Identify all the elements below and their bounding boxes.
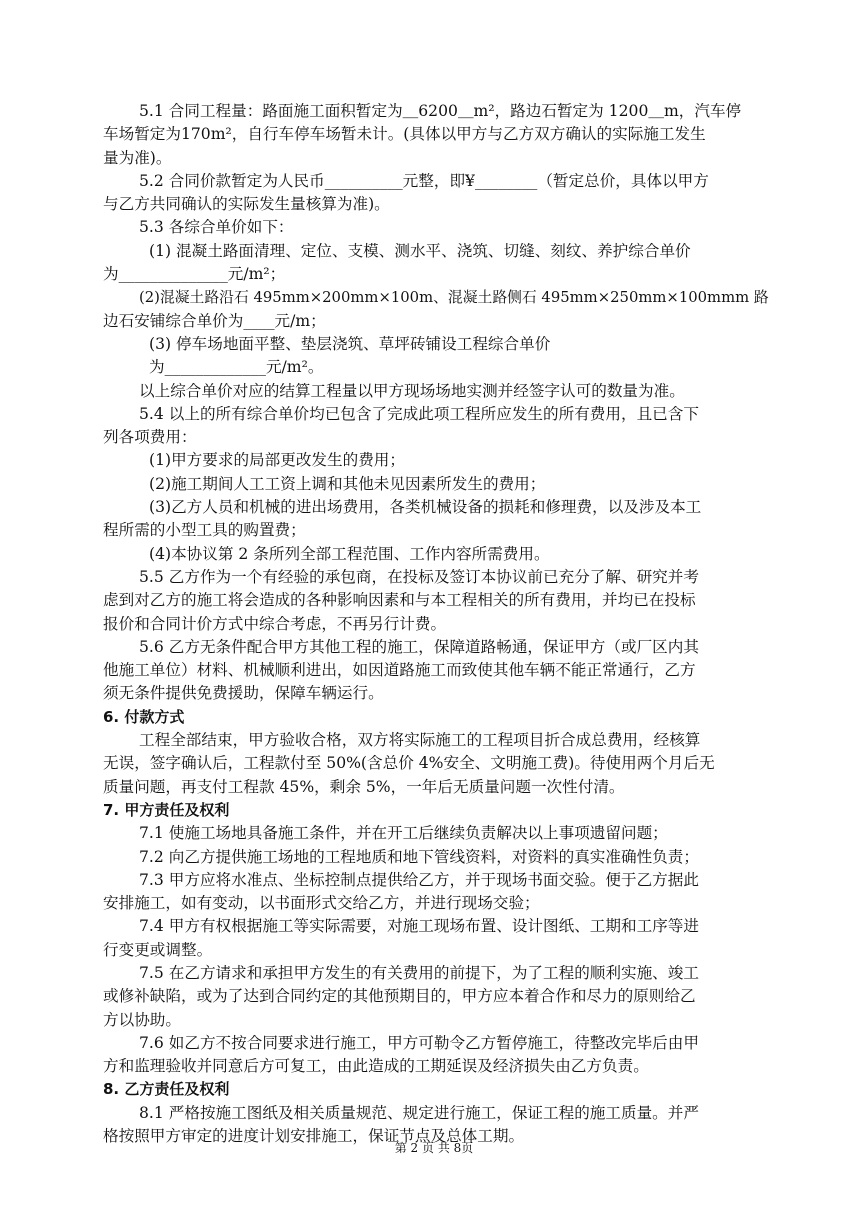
fee-item: (3)乙方人员和机械的进出场费用，各类机械设备的损耗和修理费，以及涉及本工	[149, 498, 702, 517]
unit-price-item-3: (3) 停车场地面平整、垫层浇筑、草坪砖铺设工程综合单价	[149, 334, 551, 353]
clause-7-5-line: 7.5 在乙方请求和承担甲方发生的有关费用的前提下，为了工程的顺利实施、竣工	[139, 963, 699, 982]
unit-price-item-3: 为_____________元/m²。	[149, 358, 324, 377]
clause-5-2-line: 与乙方共同确认的实际发生量核算为准)。	[103, 195, 390, 214]
fee-item: (2)施工期间人工工资上调和其他未见因素所发生的费用；	[149, 474, 546, 493]
payment-line: 质量问题，再支付工程款 45%，剩余 5%，一年后无质量问题一次性付清。	[103, 777, 625, 796]
clause-7-3-line: 7.3 甲方应将水准点、坐标控制点提供给乙方，并于现场书面交验。便于乙方据此	[139, 870, 699, 889]
clause-5-6-line: 他施工单位）材料、机械顺利进出，如因道路施工而致使其他车辆不能正常通行，乙方	[103, 661, 696, 680]
fee-item: (4)本协议第 2 条所列全部工程范围、工作内容所需费用。	[149, 544, 550, 563]
clause-5-3-line: 5.3 各综合单价如下：	[139, 218, 294, 237]
clause-7-3-line: 安排施工，如有变动，以书面形式交给乙方，并进行现场交验；	[103, 894, 540, 913]
clause-5-6-line: 5.6 乙方无条件配合甲方其他工程的施工，保障道路畅通，保证甲方（或厂区内其	[139, 637, 699, 656]
fee-item: 程所需的小型工具的购置费；	[103, 521, 306, 540]
clause-7-4-line: 行变更或调整。	[103, 940, 213, 959]
unit-price-item-1: 为______________元/m²；	[103, 265, 286, 284]
unit-price-item-2: (2)混凝土路沿石 495mm×200mm×100m、混凝土路侧石 495mm×250mm×100mmm 路	[139, 289, 769, 307]
clause-7-4-line: 7.4 甲方有权根据施工等实际需要，对施工现场布置、设计图纸、工期和工序等进	[139, 917, 699, 936]
page-number-footer: 第 2 页 共 8页	[394, 1141, 474, 1155]
settlement-note: 以上综合单价对应的结算工程量以甲方现场场地实测并经签字认可的数量为准。	[139, 381, 685, 400]
clause-7-5-line: 或修补缺陷，或为了达到合同约定的其他预期目的，甲方应本着合作和尽力的原则给乙	[103, 987, 696, 1006]
section-6-heading: 6. 付款方式	[103, 707, 185, 726]
clause-5-5-line: 5.5 乙方作为一个有经验的承包商，在投标及签订本协议前已充分了解、研究并考	[139, 567, 699, 586]
clause-8-1-line: 格按照甲方审定的进度计划安排施工，保证节点及总体工期。	[103, 1127, 525, 1146]
section-7-heading: 7. 甲方责任及权利	[103, 800, 230, 819]
clause-5-2-line: 5.2 合同价款暂定为人民币__________元整，即¥________（暂定总价，具体以甲方	[139, 171, 709, 190]
clause-7-5-line: 方以协助。	[103, 1010, 181, 1029]
clause-5-5-line: 报价和合同计价方式中综合考虑，不再另行计费。	[103, 614, 447, 633]
clause-5-1-line: 5.1 合同工程量：路面施工面积暂定为＿6200＿m²，路边石暂定为 1200＿m，汽车停	[139, 102, 742, 120]
clause-7-1-line: 7.1 使施工场地具备施工条件，并在开工后继续负责解决以上事项遗留问题；	[139, 824, 668, 843]
clause-5-4-line: 5.4 以上的所有综合单价均已包含了完成此项工程所应发生的所有费用，且已含下	[139, 404, 699, 423]
clause-7-6-line: 方和监理验收并同意后方可复工，由此造成的工期延误及经济损失由乙方负责。	[103, 1057, 649, 1076]
clause-5-4-line: 列各项费用：	[103, 428, 197, 447]
clause-5-5-line: 虑到对乙方的施工将会造成的各种影响因素和与本工程相关的所有费用，并均已在投标	[103, 591, 696, 610]
clause-8-1-line: 8.1 严格按施工图纸及相关质量规范、规定进行施工，保证工程的施工质量。并严	[139, 1103, 699, 1122]
section-8-heading: 8. 乙方责任及权利	[103, 1080, 230, 1099]
unit-price-item-1: (1) 混凝土路面清理、定位、支模、测水平、浇筑、切缝、刻纹、养护综合单价	[149, 241, 691, 260]
clause-7-2-line: 7.2 向乙方提供施工场地的工程地质和地下管线资料，对资料的真实准确性负责；	[139, 847, 699, 866]
payment-line: 工程全部结束，甲方验收合格，双方将实际施工的工程项目折合成总费用，经核算	[139, 731, 701, 750]
clause-7-6-line: 7.6 如乙方不按合同要求进行施工，甲方可勒令乙方暂停施工，待整改完毕后由甲	[139, 1033, 699, 1052]
clause-5-6-line: 须无条件提供免费援助，保障车辆运行。	[103, 684, 384, 703]
payment-line: 无误，签字确认后，工程款付至 50%(含总价 4%安全、文明施工费)。待使用两个月后无	[103, 754, 715, 773]
fee-item: (1)甲方要求的局部更改发生的费用；	[149, 451, 405, 470]
clause-5-1-line: 车场暂定为170m²，自行车停车场暂未计。(具体以甲方与乙方双方确认的实际施工发生	[103, 125, 706, 144]
clause-5-1-line: 量为准)。	[103, 148, 172, 167]
unit-price-item-2: 边石安铺综合单价为____元/m；	[103, 311, 326, 330]
